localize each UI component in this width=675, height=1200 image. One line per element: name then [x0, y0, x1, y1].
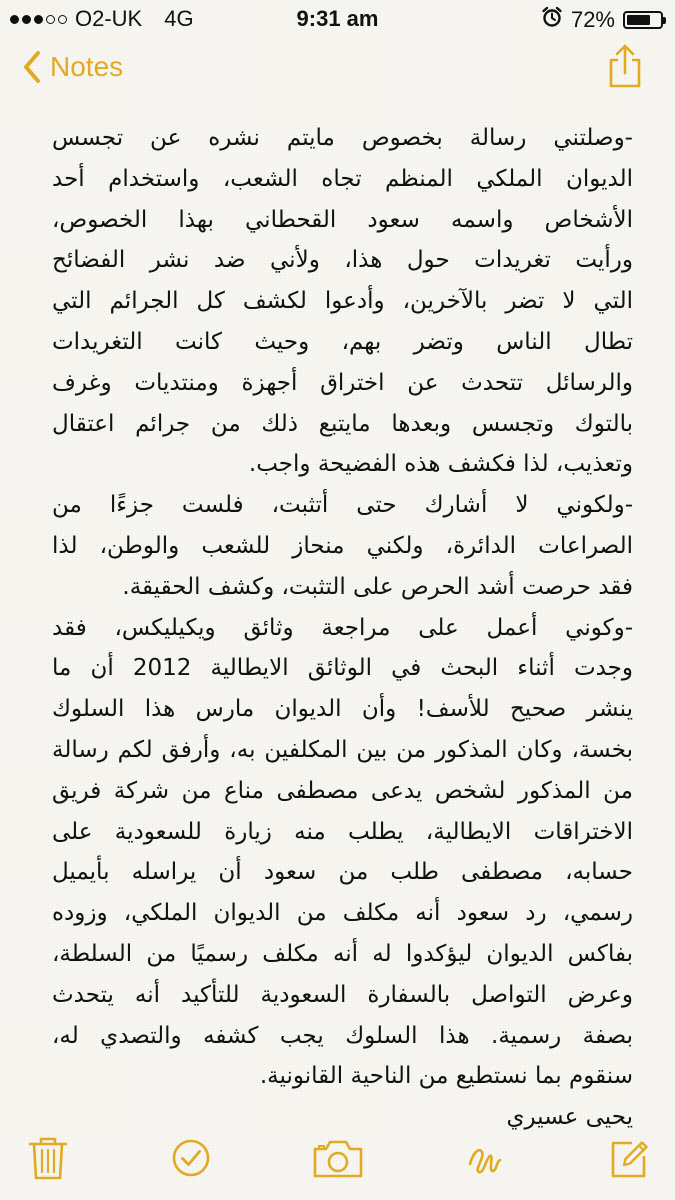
alarm-icon	[541, 6, 563, 34]
note-line: الديوان الملكي المنظم تجاه الشعب، واستخدام أحد	[52, 165, 633, 192]
note-line: وتعذيب، لذا فكشف هذه الفضيحة واجب.	[248, 451, 633, 478]
note-line: بصفة رسمية. هذا السلوك يجب كشفه والتصدي له،	[52, 1022, 633, 1049]
note-line: سنقوم بما نستطيع من الناحية القانونية.	[259, 1063, 633, 1090]
share-button[interactable]	[605, 42, 645, 90]
note-line: -وصلتني رسالة بخصوص مايتم نشره عن تجسس	[52, 125, 633, 151]
battery-icon	[623, 11, 663, 29]
note-line: -وكوني أعمل على مراجعة وثائق ويكيليكس، فقد	[52, 614, 633, 641]
note-body[interactable]	[52, 118, 633, 1138]
note-line: الصراعات الدائرة، ولكني منحاز للشعب والوطن، لذا	[52, 532, 633, 559]
sketch-button[interactable]	[462, 1134, 510, 1182]
note-line: الأشخاص واسمه سعود القحطاني بهذا الخصوص،	[52, 206, 633, 233]
camera-button[interactable]	[310, 1134, 366, 1182]
checklist-button[interactable]	[168, 1134, 216, 1182]
note-line: رسمي، رد سعود أنه مكلف من الديوان الملكي، وزوده	[52, 900, 633, 927]
status-bar	[0, 0, 675, 34]
trash-icon	[25, 1134, 73, 1182]
note-line: حسابه، مصطفى طلب من سعود أن يراسله بأيميل	[52, 859, 633, 886]
note-line: تطال الناس وتضر بهم، وحيث كانت التغريدات	[52, 328, 633, 355]
note-line: بفاكس الديوان ليؤكدوا له أنه مكلف رسميًا من السلطة،	[52, 940, 633, 967]
nav-bar	[0, 34, 675, 104]
share-icon	[605, 75, 645, 94]
camera-icon	[310, 1134, 366, 1182]
note-signature: يحيى عسيري	[506, 1104, 633, 1131]
battery-fill	[627, 15, 650, 25]
sketch-icon	[462, 1134, 510, 1182]
note-line: فقد حرصت أشد الحرص على التثبت، وكشف الحقيقة.	[122, 573, 633, 600]
note-line: الاختراقات الايطالية، يطلب منه زيارة للسعودية على	[52, 818, 633, 845]
battery-percent: 72%	[570, 7, 615, 32]
checkmark-icon	[168, 1134, 216, 1182]
compose-icon	[606, 1134, 654, 1182]
back-label: Notes	[50, 51, 124, 82]
carrier-label: O2-UK	[75, 6, 143, 31]
note-line: بخسة، وكان المذكور من بين المكلفين به، وأرفق لكم رسالة	[52, 736, 633, 763]
note-line: بالتوك وتجسس وبعدها مايتبع ذلك من جرائم اعتقال	[52, 410, 633, 437]
back-button[interactable]	[22, 50, 123, 84]
network-type: 4G	[164, 6, 194, 31]
bottom-toolbar	[0, 1112, 675, 1200]
note-line: والرسائل تتحدث عن اختراق أجهزة ومنتديات وغرف	[52, 369, 633, 396]
delete-button[interactable]	[25, 1134, 73, 1182]
note-line: ورأيت تغريدات حول هذا، ولأني ضد نشر الفضائح	[52, 247, 633, 274]
note-line: ينشر صحيح للأسف! وأن الديوان مارس هذا السلوك	[52, 696, 633, 723]
chevron-left-icon	[22, 50, 42, 84]
note-line: وجدت أثناء البحث في الوثائق الايطالية 2012 أن ما	[52, 655, 633, 682]
note-line: من المذكور لشخص يدعى مصطفى مناع من شركة فريق	[52, 777, 633, 804]
note-line: التي لا تضر بالآخرين، وأدعوا لكشف كل الجرائم التي	[52, 288, 633, 315]
note-line: وعرض التواصل بالسفارة السعودية للتأكيد أنه يتحدث	[52, 981, 633, 1008]
status-right	[541, 6, 663, 34]
note-line: -ولكوني لا أشارك حتى أتثبت، فلست جزءًا من	[52, 492, 633, 519]
status-time: 9:31 am	[296, 6, 379, 31]
compose-button[interactable]	[606, 1134, 654, 1182]
